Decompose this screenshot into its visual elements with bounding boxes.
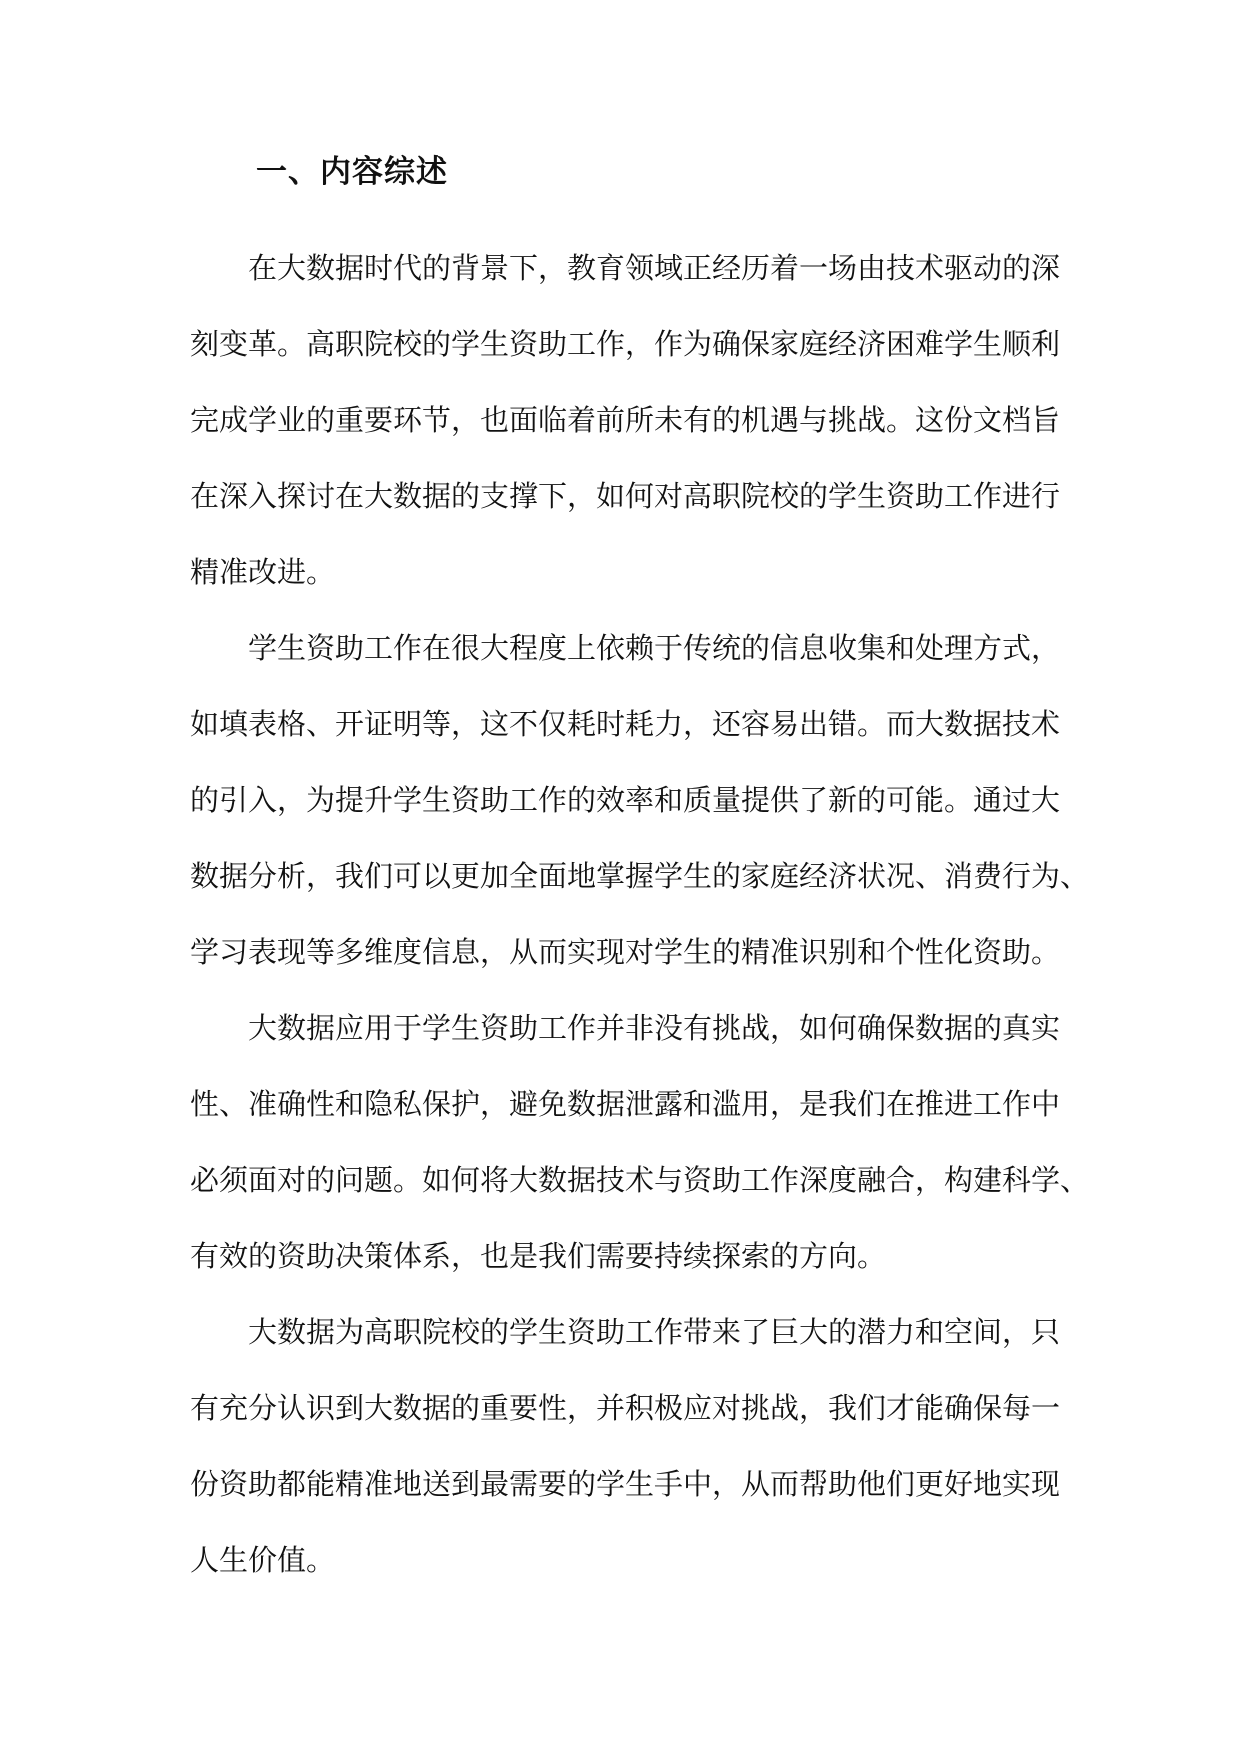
paragraph-1-line-2: 刻变革。高职院校的学生资助工作，作为确保家庭经济困难学生顺利 — [190, 327, 1061, 361]
paragraph-1-line-1: 在大数据时代的背景下，教育领域正经历着一场由技术驱动的深 — [248, 251, 1061, 285]
paragraph-1-line-4: 在深入探讨在大数据的支撑下，如何对高职院校的学生资助工作进行 — [190, 479, 1061, 513]
paragraph-2-line-5: 学习表现等多维度信息，从而实现对学生的精准识别和个性化资助。 — [190, 935, 1061, 969]
paragraph-4-line-3: 份资助都能精准地送到最需要的学生手中，从而帮助他们更好地实现 — [190, 1467, 1061, 1501]
paragraph-1 — [190, 230, 1061, 610]
paragraph-2-line-1: 学生资助工作在很大程度上依赖于传统的信息收集和处理方式， — [248, 631, 1061, 665]
section-heading: 一、内容综述 — [256, 154, 448, 190]
paragraph-3-line-2: 性、准确性和隐私保护，避免数据泄露和滥用，是我们在推进工作中 — [190, 1087, 1061, 1121]
paragraph-3 — [190, 990, 1090, 1294]
paragraph-4-line-4: 人生价值。 — [190, 1543, 336, 1577]
paragraph-2-line-3: 的引入，为提升学生资助工作的效率和质量提供了新的可能。通过大 — [190, 783, 1061, 817]
paragraph-1-line-5: 精准改进。 — [190, 555, 336, 589]
paragraph-4-line-2: 有充分认识到大数据的重要性，并积极应对挑战，我们才能确保每一 — [190, 1391, 1061, 1425]
section-body — [190, 230, 1090, 1598]
paragraph-4-line-1: 大数据为高职院校的学生资助工作带来了巨大的潜力和空间，只 — [248, 1315, 1061, 1349]
paragraph-4 — [190, 1294, 1061, 1598]
paragraph-2-line-4: 数据分析，我们可以更加全面地掌握学生的家庭经济状况、消费行为、 — [190, 859, 1090, 893]
paragraph-1-line-3: 完成学业的重要环节，也面临着前所未有的机遇与挑战。这份文档旨 — [190, 403, 1061, 437]
paragraph-3-line-4: 有效的资助决策体系，也是我们需要持续探索的方向。 — [190, 1239, 887, 1273]
paragraph-2 — [190, 610, 1090, 990]
paragraph-3-line-3: 必须面对的问题。如何将大数据技术与资助工作深度融合，构建科学、 — [190, 1163, 1090, 1197]
paragraph-3-line-1: 大数据应用于学生资助工作并非没有挑战，如何确保数据的真实 — [248, 1011, 1061, 1045]
paragraph-2-line-2: 如填表格、开证明等，这不仅耗时耗力，还容易出错。而大数据技术 — [190, 707, 1061, 741]
